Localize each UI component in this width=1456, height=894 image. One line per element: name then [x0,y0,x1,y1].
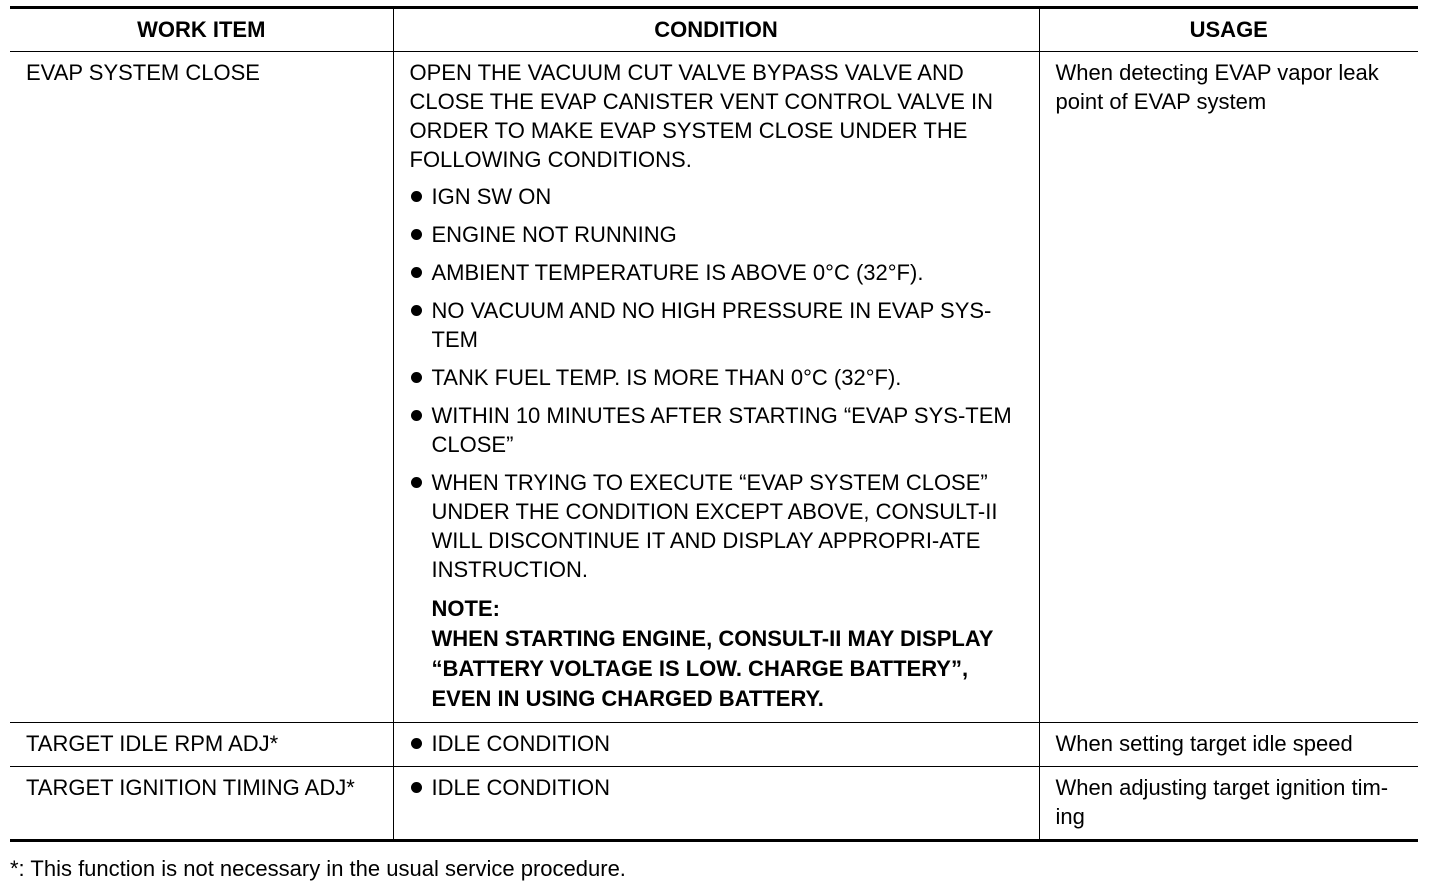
spec-table-container [10,6,1418,842]
usage-cell: When detecting EVAP vapor leak point of EVAP system [1039,52,1418,723]
condition-text: ENGINE NOT RUNNING [431,222,677,247]
condition-intro: OPEN THE VACUUM CUT VALVE BYPASS VALVE AND CLOSE THE EVAP CANISTER VENT CONTROL VALVE IN ORDER TO MAKE EVAP SYSTEM CLOSE UNDER THE FOLLOWING CONDITIONS. [409,60,994,172]
bullet-icon [411,782,422,793]
bullet-icon [411,410,422,421]
condition-text: IDLE CONDITION [431,775,610,800]
condition-cell [393,767,1039,841]
condition-text: WITHIN 10 MINUTES AFTER STARTING “EVAP SYS-TEM CLOSE” [431,403,1012,457]
table-row [10,723,1418,767]
condition-list [410,773,1031,802]
header-condition: CONDITION [393,8,1039,52]
work-item-cell: TARGET IGNITION TIMING ADJ* [10,767,393,841]
header-usage: USAGE [1039,8,1418,52]
bullet-icon [411,229,422,240]
condition-text: AMBIENT TEMPERATURE IS ABOVE 0°C (32°F). [431,260,924,285]
condition-item [410,220,1031,249]
condition-item [410,773,1031,802]
work-item-cell: TARGET IDLE RPM ADJ* [10,723,393,767]
condition-text: TANK FUEL TEMP. IS MORE THAN 0°C (32°F). [431,365,902,390]
work-item-cell: EVAP SYSTEM CLOSE [10,52,393,723]
condition-item [410,182,1031,211]
bullet-icon [411,305,422,316]
table-row [10,52,1418,723]
condition-item [410,363,1031,392]
bullet-icon [411,191,422,202]
condition-text: IGN SW ON [431,184,552,209]
header-work-item: WORK ITEM [10,8,393,52]
condition-item [410,401,1031,459]
condition-text: WHEN TRYING TO EXECUTE “EVAP SYSTEM CLOSE” UNDER THE CONDITION EXCEPT ABOVE, CONSULT-II WILL DISCONTINUE IT AND DISPLAY APPROPRI-ATE INSTRUCTION. [431,470,998,582]
condition-item [410,468,1031,584]
condition-text: NO VACUUM AND NO HIGH PRESSURE IN EVAP SYS-TEM [431,298,992,352]
condition-cell [393,52,1039,723]
note-title: NOTE: [431,596,500,621]
work-support-table [10,6,1418,842]
condition-list [410,182,1031,584]
bullet-icon [411,267,422,278]
condition-cell [393,723,1039,767]
bullet-icon [411,372,422,383]
usage-cell: When setting target idle speed [1039,723,1418,767]
table-header-row [10,8,1418,52]
condition-text: IDLE CONDITION [431,731,610,756]
usage-cell: When adjusting target ignition tim-ing [1039,767,1418,841]
condition-item [410,258,1031,287]
bullet-icon [411,477,422,488]
bullet-icon [411,738,422,749]
footnote: *: This function is not necessary in the usual service procedure. [10,856,626,881]
condition-list [410,729,1031,758]
note-text: WHEN STARTING ENGINE, CONSULT-II MAY DISPLAY “BATTERY VOLTAGE IS LOW. CHARGE BATTERY”, EVEN IN USING CHARGED BATTERY. [431,626,993,711]
condition-item [410,729,1031,758]
condition-item [410,296,1031,354]
table-row [10,767,1418,841]
note-block [410,594,1031,714]
